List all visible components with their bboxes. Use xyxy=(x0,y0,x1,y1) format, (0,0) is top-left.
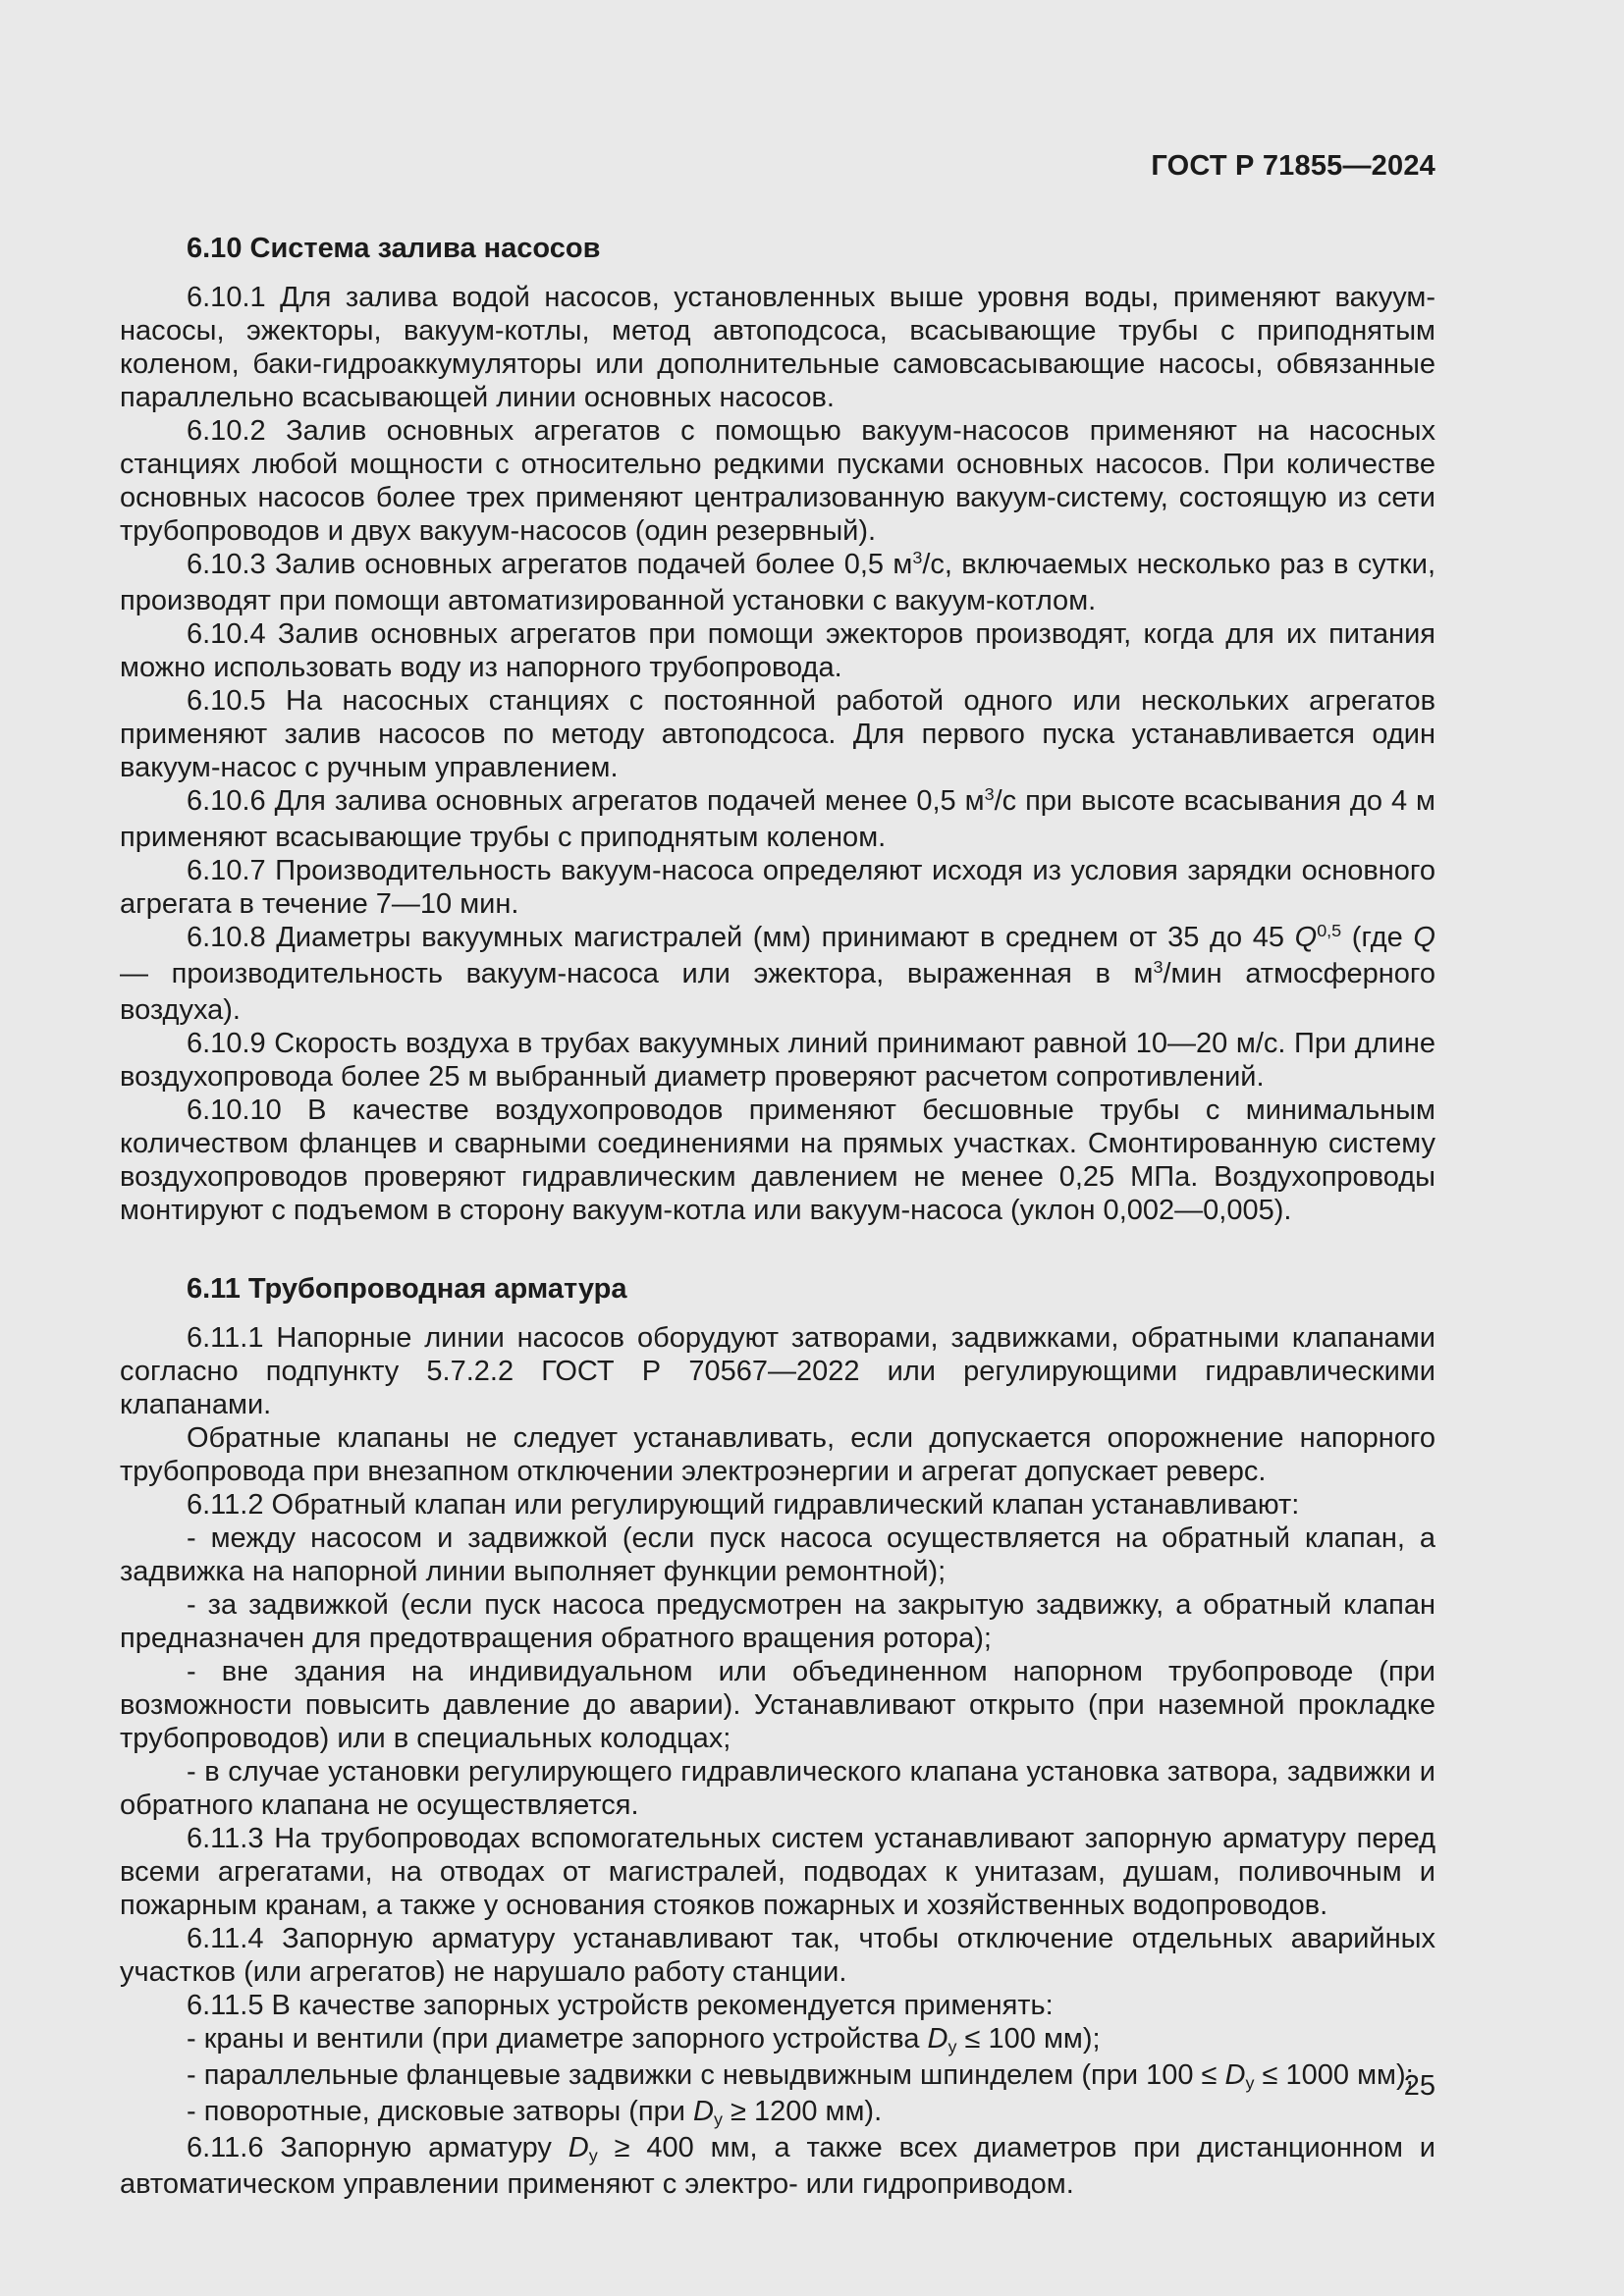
list-item-valve-placement-2: - за задвижкой (если пуск насоса предусмотрен на закрытую задвижку, а обратный клапан предназначен для предотвращения обратного вращения ротора); xyxy=(120,1589,1435,1654)
list-item-shutoff-device-3: - поворотные, дисковые затворы (при Dу ≥ 1200 мм). xyxy=(187,2096,883,2130)
paragraph-6-10-10: 6.10.10 В качестве воздухопроводов применяют бесшовные трубы с минимальным количеством фланцев и сварными соединениями на прямых участках. Смонтированную систему воздухопроводов проверяют гидравлическим давлением не менее 0,25 МПа. Воздухопроводы монтируют с подъемом в сторону вакуум-котла или вакуум-насоса (уклон 0,002—0,005). xyxy=(120,1095,1435,1226)
paragraph-6-10-3: 6.10.3 Залив основных агрегатов подачей более 0,5 $м^3/с$, включаемых несколько раз в сутки, производят при помощи автоматизированной установки с вакуум-котлом. xyxy=(120,548,1435,616)
list-item-valve-placement-1: - между насосом и задвижкой (если пуск насоса осуществляется на обратный клапан, а задвижка на напорной линии выполняет функции ремонтной); xyxy=(120,1522,1435,1587)
paragraph-6-10-1: 6.10.1 Для залива водой насосов, установленных выше уровня воды, применяют вакуум-насосы, эжекторы, вакуум-котлы, метод автоподсоса, всасывающие трубы с приподнятым коленом, баки-гидроаккумуляторы или дополнительные самовсасывающие насосы, обвязанные параллельно всасывающей линии основных насосов. xyxy=(120,282,1435,413)
paragraph-6-10-8: 6.10.8 Диаметры вакуумных магистралей (мм) принимают в среднем от 35 до 45 Q$^{0,5}$ (где Q — производительность вакуум-насоса или эжектора, выраженная в $м^3$/мин атмосферного воздуха). xyxy=(120,921,1435,1026)
section-heading-6-11: 6.11 Трубопроводная арматура xyxy=(187,1273,627,1305)
list-item-shutoff-device-1: - краны и вентили (при диаметре запорного устройства Dу ≤ 100 мм); xyxy=(187,2023,1101,2057)
paragraph-6-11-1: 6.11.1 Напорные линии насосов оборудуют затворами, задвижками, обратными клапанами согласно подпункту 5.7.2.2 ГОСТ Р 70567—2022 или регулирующими гидравлическими клапанами. xyxy=(120,1322,1435,1420)
paragraph-6-11-2: 6.11.2 Обратный клапан или регулирующий гидравлический клапан устанавливают: xyxy=(187,1489,1300,1521)
document-standard-number: ГОСТ Р 71855—2024 xyxy=(1151,150,1435,182)
paragraph-6-11-3: 6.11.3 На трубопроводах вспомогательных систем устанавливают запорную арматуру перед всеми агрегатами, на отводах от магистралей, подводах к унитазам, душам, поливочным и пожарным кранам, а также у основания стояков пожарных и хозяйственных водопроводов. xyxy=(120,1823,1435,1921)
page-number: 25 xyxy=(1403,2070,1435,2102)
paragraph-6-10-6: 6.10.6 Для залива основных агрегатов подачей менее 0,5 $м^3/с$ при высоте всасывания до 4 м применяют всасывающие трубы с приподнятым коленом. xyxy=(120,784,1435,853)
document-body xyxy=(120,187,1435,2201)
paragraph-6-10-5: 6.10.5 На насосных станциях с постоянной работой одного или нескольких агрегатов применяют залив насосов по методу автоподсоса. Для первого пуска устанавливается один вакуум-насос с ручным управлением. xyxy=(120,685,1435,783)
paragraph-6-10-7: 6.10.7 Производительность вакуум-насоса определяют исходя из условия зарядки основного агрегата в течение 7—10 мин. xyxy=(120,855,1435,920)
paragraph-6-11-1-note: Обратные клапаны не следует устанавливать, если допускается опорожнение напорного трубопровода при внезапном отключении электроэнергии и агрегат допускает реверс. xyxy=(120,1422,1435,1487)
paragraph-6-11-4: 6.11.4 Запорную арматуру устанавливают так, чтобы отключение отдельных аварийных участков (или агрегатов) не нарушало работу станции. xyxy=(120,1923,1435,1988)
paragraph-6-11-6: 6.11.6 Запорную арматуру Dу ≥ 400 мм, а также всех диаметров при дистанционном и автоматическом управлении применяют с электро- или гидроприводом. xyxy=(120,2132,1435,2200)
paragraph-6-10-9: 6.10.9 Скорость воздуха в трубах вакуумных линий принимают равной 10—20 м/с. При длине воздухопровода более 25 м выбранный диаметр проверяют расчетом сопротивлений. xyxy=(120,1028,1435,1093)
list-item-valve-placement-3: - вне здания на индивидуальном или объединенном напорном трубопроводе (при возможности повысить давление до аварии). Устанавливают открыто (при наземной прокладке трубопроводов) или в специальных колодцах; xyxy=(120,1656,1435,1754)
list-item-valve-placement-4: - в случае установки регулирующего гидравлического клапана установка затвора, задвижки и обратного клапана не осуществляется. xyxy=(120,1756,1435,1821)
paragraph-6-10-4: 6.10.4 Залив основных агрегатов при помощи эжекторов производят, когда для их питания можно использовать воду из напорного трубопровода. xyxy=(120,618,1435,683)
list-item-shutoff-device-2: - параллельные фланцевые задвижки с невыдвижным шпинделем (при 100 ≤ Dу ≤ 1000 мм); xyxy=(187,2059,1414,2094)
paragraph-6-11-5: 6.11.5 В качестве запорных устройств рекомендуется применять: xyxy=(187,1990,1054,2021)
paragraph-6-10-2: 6.10.2 Залив основных агрегатов с помощью вакуум-насосов применяют на насосных станциях любой мощности с относительно редкими пусками основных насосов. При количестве основных насосов более трех применяют централизованную вакуум-систему, состоящую из сети трубопроводов и двух вакуум-насосов (один резервный). xyxy=(120,415,1435,547)
section-heading-6-10: 6.10 Система залива насосов xyxy=(187,233,601,264)
